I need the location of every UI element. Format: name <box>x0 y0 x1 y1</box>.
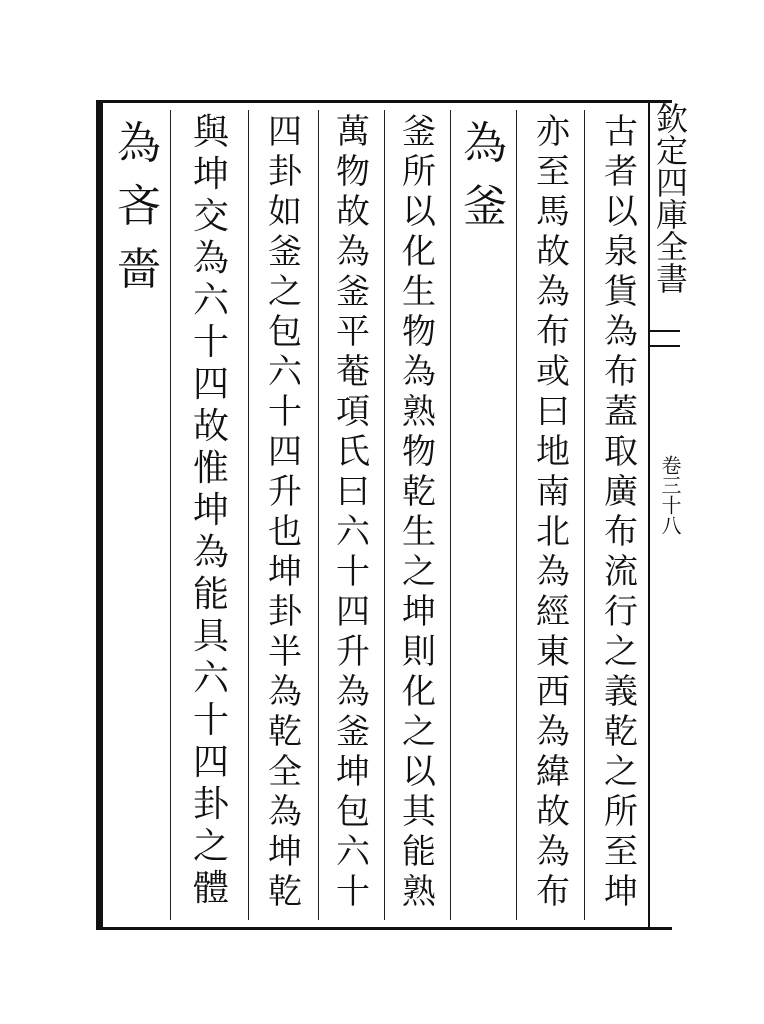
glyph: 為 <box>536 832 570 872</box>
column-rule <box>384 110 385 920</box>
glyph: 經 <box>536 592 570 632</box>
glyph: 故 <box>192 406 229 447</box>
column-rule <box>318 110 319 920</box>
glyph: 取 <box>604 432 638 472</box>
glyph: 六 <box>268 352 302 392</box>
glyph: 為 <box>402 352 436 392</box>
text-column-1 <box>594 112 648 912</box>
glyph: 化 <box>402 672 436 712</box>
glyph: 曰 <box>536 392 570 432</box>
text-column-7 <box>184 112 238 910</box>
glyph: 氏 <box>336 432 370 472</box>
text-column-5 <box>326 112 380 912</box>
glyph: 故 <box>536 792 570 832</box>
glyph: 為 <box>463 118 507 169</box>
glyph: 生 <box>402 512 436 552</box>
glyph: 所 <box>402 152 436 192</box>
column-rule <box>584 110 585 920</box>
text-column-6 <box>258 112 312 912</box>
glyph: 布 <box>536 872 570 912</box>
glyph: 為 <box>536 712 570 752</box>
glyph: 東 <box>536 632 570 672</box>
glyph: 四 <box>268 112 302 152</box>
glyph: 與 <box>192 112 229 153</box>
glyph: 南 <box>536 472 570 512</box>
glyph: 四 <box>268 432 302 472</box>
glyph: 曰 <box>336 472 370 512</box>
text-column-3 <box>458 112 512 238</box>
margin-tick-bottom <box>650 345 680 347</box>
column-rule <box>516 110 517 920</box>
glyph: 為 <box>604 312 638 352</box>
glyph: 卦 <box>192 784 229 825</box>
glyph: 義 <box>604 672 638 712</box>
glyph: 為 <box>336 232 370 272</box>
glyph: 為 <box>192 238 229 279</box>
glyph: 物 <box>402 432 436 472</box>
glyph: 六 <box>192 280 229 321</box>
glyph: 者 <box>604 152 638 192</box>
glyph: 十 <box>336 552 370 592</box>
glyph: 坤 <box>192 154 229 195</box>
margin-juan-number: 卷三十八 <box>658 455 682 535</box>
glyph: 為 <box>268 672 302 712</box>
glyph: 之 <box>192 826 229 867</box>
glyph: 平 <box>336 312 370 352</box>
text-column-4 <box>392 112 446 912</box>
glyph: 四 <box>192 364 229 405</box>
glyph: 坤 <box>192 490 229 531</box>
glyph: 萬 <box>336 112 370 152</box>
glyph: 流 <box>604 552 638 592</box>
column-rule <box>170 110 171 920</box>
glyph: 坤 <box>268 552 302 592</box>
glyph: 乾 <box>604 712 638 752</box>
glyph: 六 <box>336 832 370 872</box>
glyph: 之 <box>268 272 302 312</box>
glyph: 馬 <box>536 192 570 232</box>
glyph: 坤 <box>604 872 638 912</box>
glyph: 布 <box>604 512 638 552</box>
glyph: 能 <box>192 574 229 615</box>
glyph: 熟 <box>402 872 436 912</box>
column-rule <box>450 110 451 920</box>
glyph: 十 <box>192 700 229 741</box>
glyph: 其 <box>402 792 436 832</box>
glyph: 十 <box>336 872 370 912</box>
glyph: 物 <box>336 152 370 192</box>
glyph: 四 <box>192 742 229 783</box>
glyph: 項 <box>336 392 370 432</box>
glyph: 泉 <box>604 232 638 272</box>
glyph: 為 <box>268 792 302 832</box>
glyph: 乾 <box>268 712 302 752</box>
glyph: 十 <box>192 322 229 363</box>
glyph: 包 <box>336 792 370 832</box>
glyph: 北 <box>536 512 570 552</box>
glyph: 如 <box>268 192 302 232</box>
glyph: 坤 <box>402 592 436 632</box>
glyph: 故 <box>336 192 370 232</box>
glyph: 至 <box>536 152 570 192</box>
glyph: 地 <box>536 432 570 472</box>
glyph: 貨 <box>604 272 638 312</box>
glyph: 則 <box>402 632 436 672</box>
glyph: 釜 <box>268 232 302 272</box>
glyph: 也 <box>268 512 302 552</box>
glyph: 體 <box>192 868 229 909</box>
glyph: 古 <box>604 112 638 152</box>
glyph: 釜 <box>336 712 370 752</box>
glyph: 嗇 <box>117 244 161 295</box>
glyph: 物 <box>402 312 436 352</box>
glyph: 為 <box>192 532 229 573</box>
glyph: 交 <box>192 196 229 237</box>
glyph: 為 <box>117 118 161 169</box>
glyph: 坤 <box>268 832 302 872</box>
glyph: 廣 <box>604 472 638 512</box>
margin-tick-top <box>650 330 680 332</box>
glyph: 之 <box>402 552 436 592</box>
glyph: 四 <box>336 592 370 632</box>
glyph: 布 <box>604 352 638 392</box>
glyph: 以 <box>402 752 436 792</box>
glyph: 升 <box>336 632 370 672</box>
glyph: 菴 <box>336 352 370 392</box>
glyph: 之 <box>604 752 638 792</box>
glyph: 乾 <box>402 472 436 512</box>
glyph: 能 <box>402 832 436 872</box>
glyph: 為 <box>536 552 570 592</box>
glyph: 之 <box>402 712 436 752</box>
glyph: 之 <box>604 632 638 672</box>
margin-book-title: 欽定四庫全書 <box>651 102 689 294</box>
glyph: 緯 <box>536 752 570 792</box>
text-column-2 <box>526 112 580 912</box>
glyph: 以 <box>402 192 436 232</box>
glyph: 蓋 <box>604 392 638 432</box>
glyph: 或 <box>536 352 570 392</box>
glyph: 行 <box>604 592 638 632</box>
glyph: 為 <box>336 672 370 712</box>
glyph: 半 <box>268 632 302 672</box>
glyph: 化 <box>402 232 436 272</box>
glyph: 釜 <box>402 112 436 152</box>
glyph: 卦 <box>268 152 302 192</box>
text-column-8 <box>112 112 166 301</box>
glyph: 故 <box>536 232 570 272</box>
glyph: 卦 <box>268 592 302 632</box>
glyph: 至 <box>604 832 638 872</box>
glyph: 坤 <box>336 752 370 792</box>
glyph: 吝 <box>117 181 161 232</box>
glyph: 亦 <box>536 112 570 152</box>
glyph: 所 <box>604 792 638 832</box>
glyph: 西 <box>536 672 570 712</box>
glyph: 包 <box>268 312 302 352</box>
glyph: 全 <box>268 752 302 792</box>
glyph: 熟 <box>402 392 436 432</box>
glyph: 釜 <box>463 181 507 232</box>
glyph: 為 <box>536 272 570 312</box>
glyph: 釜 <box>336 272 370 312</box>
glyph: 升 <box>268 472 302 512</box>
column-rule <box>248 110 249 920</box>
glyph: 布 <box>536 312 570 352</box>
glyph: 具 <box>192 616 229 657</box>
glyph: 六 <box>192 658 229 699</box>
glyph: 乾 <box>268 872 302 912</box>
glyph: 十 <box>268 392 302 432</box>
glyph: 惟 <box>192 448 229 489</box>
glyph: 六 <box>336 512 370 552</box>
glyph: 以 <box>604 192 638 232</box>
glyph: 生 <box>402 272 436 312</box>
